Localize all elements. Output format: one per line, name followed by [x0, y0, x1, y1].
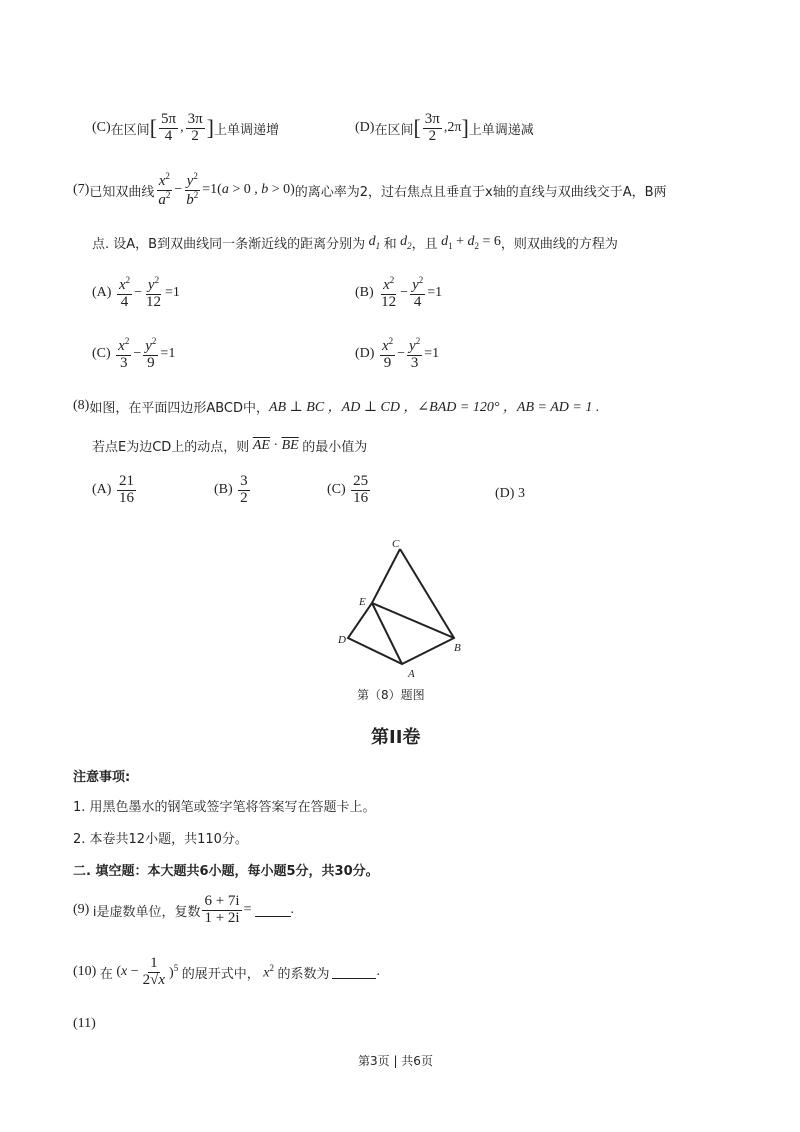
q8-figure [330, 535, 470, 685]
q6-option-d: (D) 在区间 [ $\frac{3\pi}{2}$ , 2π ] 上单调递减 [355, 111, 534, 144]
q11-number: (11) [73, 1016, 96, 1031]
q8-option-b: (B) $\frac{3}{2}$ [214, 473, 248, 506]
segment-eb [372, 603, 454, 638]
label-e: E [359, 596, 366, 608]
q9-stem: (9) i是虚数单位，复数 $\frac{6 + 7i}{1 + 2i}$ = . [73, 893, 294, 926]
q7-option-b: (B) $\frac{x^2}{12}$ − $\frac{y^2}{4}$ =1 [355, 275, 443, 310]
label-a: A [408, 668, 415, 680]
figure-caption: 第（8）题图 [357, 688, 425, 702]
q8-stem: (8) 如图，在平面四边形ABCD中， AB ⊥ BC ，AD ⊥ CD ，∠BAD = 120° ，AB = AD = 1 . [73, 398, 600, 416]
q8-option-d: (D) 3 [495, 486, 525, 501]
notice-title: 注意事项: [73, 770, 131, 785]
label-b: B [454, 642, 461, 654]
q7-option-a: (A) $\frac{x^2}{4}$ − $\frac{y^2}{12}$ =1 [92, 275, 180, 310]
section-title: 第II卷 [371, 727, 421, 748]
q8-option-c: (C) $\frac{25}{16}$ [327, 473, 369, 506]
notice-2: 2. 本卷共12小题，共110分。 [73, 832, 248, 847]
q8-option-a: (A) $\frac{21}{16}$ [92, 473, 134, 506]
page-footer: 第3页 | 共6页 [358, 1054, 433, 1068]
label-d: D [338, 634, 346, 646]
q10-stem: (10) 在 (x − $\frac{1}{2√x}$ )$^5$ 的展开式中， $x^2$ 的系数为 . [73, 955, 380, 988]
q7-option-c: (C) $\frac{x^2}{3}$ − $\frac{y^2}{9}$ =1 [92, 336, 176, 371]
q7-stem: (7) 已知双曲线 $\frac{x^2}{a^2}$ − $\frac{y^2}{b^2}$ =1(a > 0 , b > 0) 的离心率为2，过右焦点且垂直于x轴的直线与双曲线交于A，B两 [73, 171, 667, 208]
q7-option-d: (D) $\frac{x^2}{9}$ − $\frac{y^2}{3}$ =1 [355, 336, 440, 371]
notice-1: 1. 用黑色墨水的钢笔或签字笔将答案写在答题卡上。 [73, 800, 376, 815]
label-c: C [392, 538, 400, 550]
part-title: 二. 填空题：本大题共6小题，每小题5分，共30分。 [73, 864, 379, 879]
answer-blank [332, 966, 376, 979]
q6-option-c: (C) 在区间 [ $\frac{5\pi}{4}$ , $\frac{3\pi}{2}$ ] 上单调递增 [92, 111, 280, 144]
answer-blank [255, 904, 291, 917]
q7-stem-line2: 点. 设A，B到双曲线同一条渐近线的距离分别为 $d_1$ 和 $d_2$ ，且 $d_1 + d_2 = 6$ ，则双曲线的方程为 [92, 234, 618, 252]
segment-ea [372, 603, 402, 664]
q8-stem-line2: 若点E为边CD上的动点，则 $\overline{AE} \cdot \overline{BE}$ 的最小值为 [92, 437, 368, 455]
